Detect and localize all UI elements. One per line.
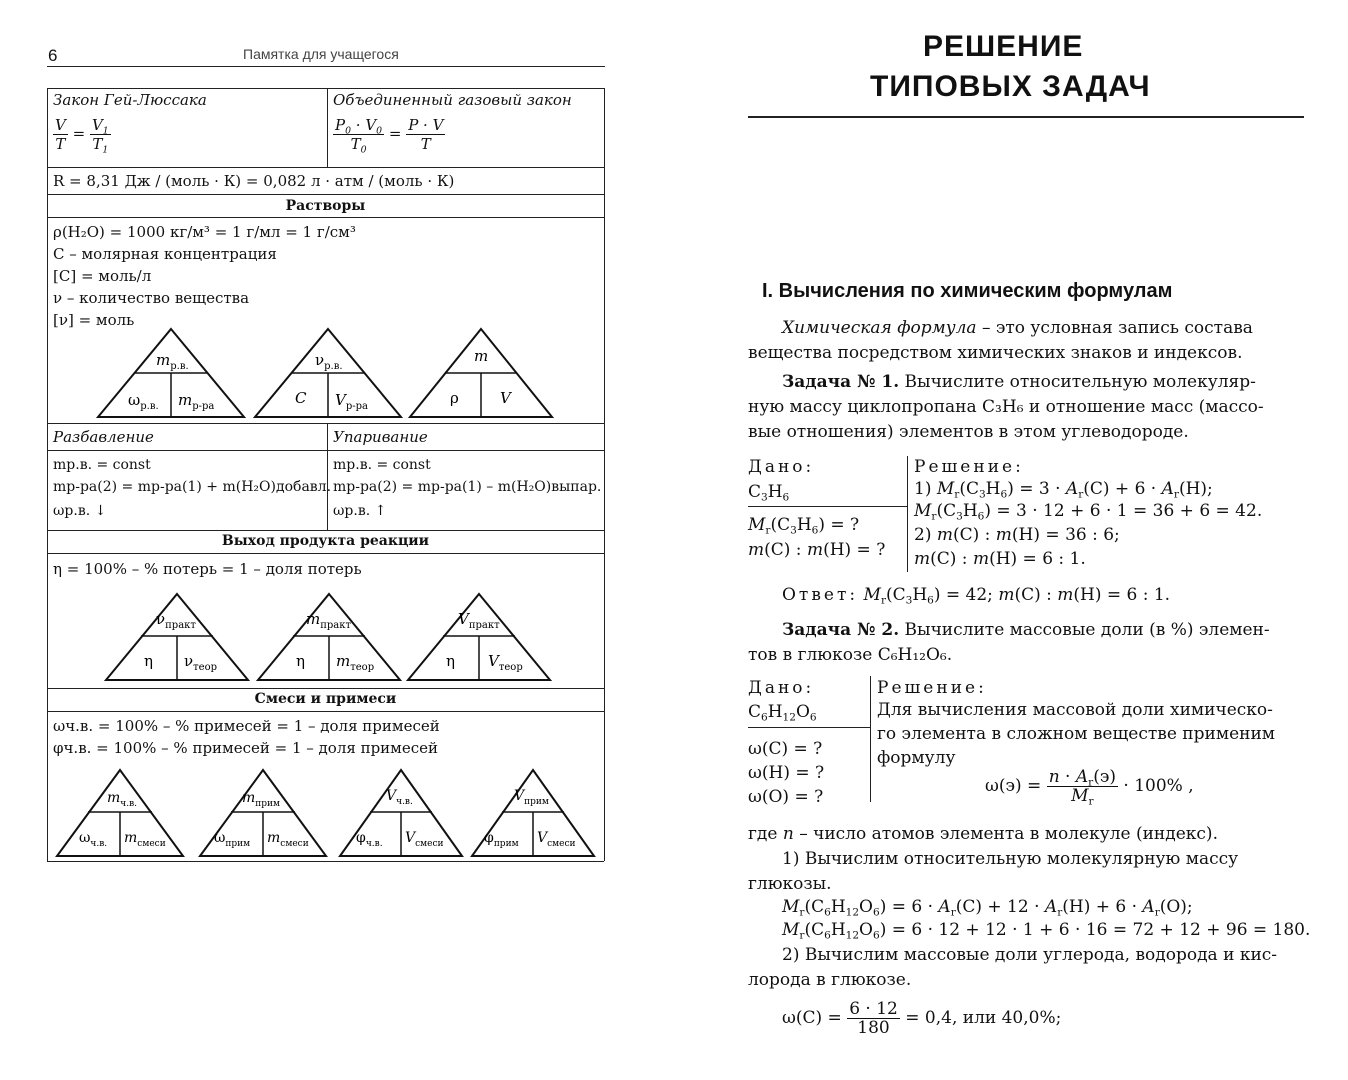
solution-divider [870,676,871,802]
task2-given-label: Дано: [748,678,815,698]
task1-answer-label: Ответ: [782,585,859,605]
task1-solution-2: $M_r(C_3H_6) = 3 \cdot 12 + 6 \cdot 1 = 36 + 6 = 42$. [914,501,1263,523]
task2-line-2: тов в глюкозе C₆H₁₂O₆. [748,645,953,665]
tri-label-top: $V_{прим}$ [514,788,549,807]
step1-line-2: глюкозы. [748,874,832,894]
task1-solution-3: 2) m(C) : m(H) = 36 : 6; [914,525,1120,545]
tri-label-top: $m_{прим}$ [242,790,281,809]
solutions-line-1: ρ(H₂O) = 1000 кг/м³ = 1 г/мл = 1 г/см³ [53,223,356,241]
task1-line-3: вые отношения) элементов в этом углеводороде. [748,422,1189,442]
where-text: – число атомов элемента в молекуле (индекс). [793,824,1218,844]
tri-label-top: $V_{практ}$ [458,610,500,631]
triangle-mass-fraction [96,327,246,419]
task2-line-1 [782,618,1270,642]
table-border-right [604,88,605,861]
triangle-density [408,327,554,419]
gay-lussac-title: Закон Гей-Люссака [53,91,207,109]
omega-carbon: ω(C) = $\frac{6 \cdot 12}{180}$ = 0,4, или 40,0%; [782,999,1062,1038]
tri-label-left: η [296,652,305,670]
tri-label-top: $m_{р.в.}$ [156,351,189,372]
mixtures-header: Смеси и примеси [254,691,397,707]
intro-rest: – это условная запись состава [976,318,1253,338]
tri-label-right: V [500,389,511,407]
given-rule [748,727,870,728]
step2-line-2: лорода в глюкозе. [748,970,912,990]
task1-given-formula: $C_3H_6$ [748,482,790,504]
triangle-mix-mass [55,768,185,858]
solutions-header: Растворы [285,198,366,214]
intro-line-2: вещества посредством химических знаков и индексов. [748,343,1243,363]
tri-label-right: $V_{смеси}$ [537,830,576,849]
triangle-impurity-volume [470,768,596,858]
tri-label-top: $\nu_{р.в.}$ [315,351,343,372]
triangle-yield-volume [406,592,552,682]
tri-label-left: $\omega_{р.в.}$ [128,391,159,412]
yield-line: η = 100% – % потерь = 1 – доля потерь [53,560,362,578]
solutions-line-3: [C] = моль/л [53,267,152,285]
tri-label-right: $V_{теор}$ [488,652,523,673]
dilution-title: Разбавление [53,428,154,446]
tri-label-left: ρ [450,389,459,407]
tri-label-left: $\varphi_{ч.в.}$ [356,830,383,849]
task1-answer: Ответ: $M_r(C_3H_6) = 42$; m(C) : m(H) = 6 : 1. [782,585,1171,607]
tri-label-right: $m_{смеси}$ [267,830,309,849]
chapter-title-line-2: ТИПОВЫХ ЗАДАЧ [870,70,1151,103]
solutions-line-2: C – молярная концентрация [53,245,277,263]
left-page [0,0,660,1080]
mixtures-line-2: φч.в. = 100% – % примесей = 1 – доля примесей [53,739,438,757]
task1-label: Задача № 1. [782,372,900,392]
intro-term: Химическая формула [782,318,977,338]
task1-solution-label: Решение: [914,457,1024,477]
task1-given-label: Дано: [748,457,815,477]
row-divider [47,553,604,554]
glucose-mass-formula: $M_r(C_6H_{12}O_6) = 6 \cdot A_r(C) + 12 \cdot A_r(H) + 6 \cdot A_r(O)$; [782,897,1193,919]
task2-solution-3: формулу [877,748,956,768]
evaporation-line-1: mр.в. = const [333,457,431,473]
triangle-concentration [253,327,403,419]
gas-constant: R = 8,31 Дж / (моль · К) = 0,082 л · атм / (моль · К) [53,172,455,190]
row-divider [47,423,604,424]
evaporation-line-3: ωр.в. ↑ [333,503,387,519]
tri-label-left: η [144,652,153,670]
yield-header: Выход продукта реакции [221,533,430,549]
task1-find-1: $M_r(C_3H_6)$ = ? [748,515,860,537]
task2-label: Задача № 2. [782,620,900,640]
row-divider [47,194,604,195]
solution-divider [907,456,908,572]
title-rule [748,116,1304,118]
right-page [700,0,1348,1080]
gas-laws-divider [327,88,328,167]
evaporation-line-2: mр-ра(2) = mр-ра(1) – m(H₂O)выпар. [333,479,602,495]
solutions-line-5: [ν] = моль [53,311,135,329]
task1-solution-4: m(C) : m(H) = 6 : 1. [914,549,1086,569]
table-border-top [47,88,604,89]
gay-lussac-formula: $\frac{V}{T}$ = $\frac{V_1}{T_1}$ [55,116,109,156]
mass-fraction-formula: ω(э) = $\frac{n \cdot A_r(э)}{M_r}$ · 100% , [985,767,1194,808]
section-title: I. Вычисления по химическим формулам [762,280,1173,302]
row-divider [47,167,604,168]
task1-text-1: Вычислите относительную молекуляр- [899,372,1256,392]
intro-line-1 [782,316,1253,340]
tri-label-top: m [474,347,489,365]
tri-label-left: $\omega_{ч.в.}$ [79,830,108,849]
row-divider [47,688,604,689]
tri-label-top: $m_{ч.в.}$ [107,790,138,809]
chapter-title-line-1: РЕШЕНИЕ [923,30,1084,63]
row-divider [47,530,604,531]
task1-find-2: m(C) : m(H) = ? [748,540,886,560]
tri-label-right: $\nu_{теор}$ [184,652,217,673]
tri-label-top: $m_{практ}$ [306,610,352,631]
table-border-bottom [47,861,604,862]
task2-solution-1: Для вычисления массовой доли химическо- [877,700,1273,720]
tri-label-top: $V_{ч.в.}$ [386,788,413,807]
task2-solution-2: го элемента в сложном веществе применим [877,724,1276,744]
evaporation-title: Упаривание [333,428,428,446]
tri-label-left: C [295,389,307,407]
task2-find-3: ω(O) = ? [748,787,824,807]
task1-line-1 [782,370,1256,394]
task2-find-2: ω(H) = ? [748,763,825,783]
step1-line-1: 1) Вычислим относительную молекулярную массу [782,849,1239,869]
solutions-line-4: ν – количество вещества [53,289,250,307]
running-header: Памятка для учащегося [243,46,399,62]
dilution-line-3: ωр.в. ↓ [53,503,107,519]
task2-text-1: Вычислите массовые доли (в %) элемен- [899,620,1270,640]
tri-label-left: η [446,652,455,670]
row-divider [47,711,604,712]
tri-label-right: $m_{теор}$ [336,652,375,673]
mixtures-line-1: ωч.в. = 100% – % примесей = 1 – доля примесей [53,717,440,735]
task2-solution-label: Решение: [877,678,987,698]
omega-carbon-result: = 0,4, или 40,0%; [899,1008,1062,1028]
glucose-mass-calc: $M_r(C_6H_{12}O_6) = 6 \cdot 12 + 12 \cdot 1 + 6 \cdot 16 = 72 + 12 + 96 = 180$. [782,920,1311,942]
page-number: 6 [48,46,58,65]
task2-given-formula: $C_6H_{12}O_6$ [748,702,817,724]
triangle-impurity-mass [198,768,328,858]
step2-line-1: 2) Вычислим массовые доли углерода, водорода и кис- [782,945,1278,965]
task1-solution-1: 1) $M_r(C_3H_6) = 3 \cdot A_r(C) + 6 \cdot A_r(H)$; [914,479,1213,501]
triangle-yield-mass [256,592,402,682]
where-line: где n – число атомов элемента в молекуле (индекс). [748,824,1218,844]
tri-label-right: $V_{р-ра}$ [335,391,368,412]
triangle-yield-moles [104,592,250,682]
given-rule [748,506,908,507]
tri-label-right: $m_{р-ра}$ [178,391,215,412]
tri-label-left: $\omega_{прим}$ [214,830,251,849]
dilution-line-2: mр-ра(2) = mр-ра(1) + m(H₂O)добавл. [53,479,332,495]
row-divider [47,217,604,218]
task2-find-1: ω(C) = ? [748,739,823,759]
combined-gas-formula: $\frac{P_0 \cdot V_0}{T_0}$ = $\frac{P \cdot V}{T}$ [335,116,444,156]
tri-label-left: $\varphi_{прим}$ [484,830,519,849]
combined-gas-title: Объединенный газовый закон [333,91,572,109]
tri-label-right: $m_{смеси}$ [124,830,166,849]
task1-line-2: ную массу циклопропана C₃H₆ и отношение масс (массо- [748,397,1264,417]
tri-label-top: $\nu_{практ}$ [156,610,196,631]
tri-label-right: $V_{смеси}$ [405,830,444,849]
header-rule [47,66,605,67]
triangle-mix-volume [338,768,464,858]
dilution-line-1: mр.в. = const [53,457,151,473]
row-divider [47,450,604,451]
